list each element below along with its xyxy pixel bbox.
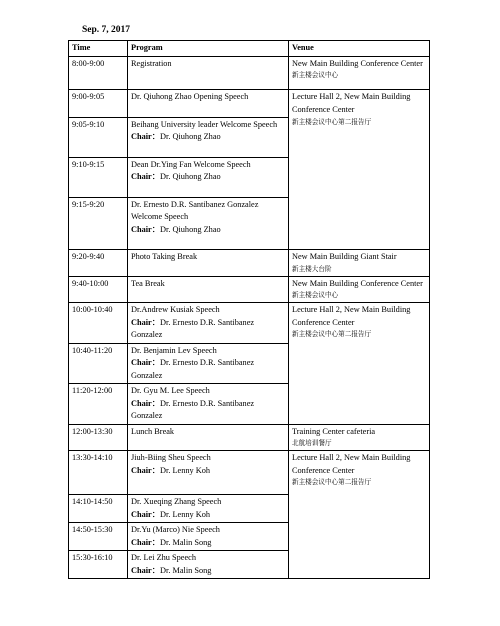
program-title: Dr. Gyu M. Lee Speech: [131, 386, 210, 395]
chair-name: Dr. Ernesto D.R. Santibanez Gonzalez: [131, 317, 255, 339]
program-cell: [128, 495, 289, 523]
program-cell: [128, 117, 289, 157]
time-cell: 14:50-15:30: [69, 523, 128, 551]
chair-label: Chair：: [131, 509, 161, 519]
venue-cell: [289, 90, 430, 118]
venue-name: New Main Building Conference Center: [292, 278, 423, 288]
table-header-row: [69, 41, 430, 57]
program-cell: [128, 523, 289, 551]
venue-name: Lecture Hall 2, New Main Building Conference Center: [292, 305, 411, 327]
time-cell: 8:00-9:00: [69, 56, 128, 90]
chair-name: Dr. Ernesto D.R. Santibanez Gonzalez: [131, 398, 255, 420]
time-cell: 9:40-10:00: [69, 276, 128, 303]
header-venue: Venue: [289, 41, 430, 57]
chair-name: Dr. Malin Song: [160, 537, 212, 547]
table-row: [69, 303, 430, 344]
venue-cell-continued: [289, 523, 430, 551]
table-row: [69, 384, 430, 425]
program-cell: [128, 384, 289, 425]
program-title: Dean Dr.Ying Fan Welcome Speech: [131, 159, 251, 169]
program-title: Dr. Xueqing Zhang Speech: [131, 497, 222, 506]
chair-name: Dr. Qiuhong Zhao: [160, 224, 221, 234]
chair-label: Chair：: [131, 317, 161, 327]
chair-label: Chair：: [131, 358, 161, 367]
venue-cell-continued: [289, 495, 430, 523]
program-title: Beihang University leader Welcome Speech: [131, 119, 278, 129]
program-cell: [128, 303, 289, 344]
table-row: [69, 56, 430, 90]
program-title: Dr.Andrew Kusiak Speech: [131, 305, 220, 314]
venue-name: Lecture Hall 2, New Main Building Conference Center: [292, 453, 411, 475]
time-cell: 9:15-9:20: [69, 197, 128, 250]
schedule-date: Sep. 7, 2017: [82, 25, 131, 35]
program-cell: [128, 551, 289, 579]
chair-label: Chair：: [131, 465, 161, 475]
program-title: Dr.Yu (Marco) Nie Speech: [131, 525, 220, 534]
time-cell: 9:10-9:15: [69, 157, 128, 197]
venue-cell: [289, 424, 430, 451]
time-cell: 9:05-9:10: [69, 117, 128, 157]
table-row: [69, 250, 430, 277]
time-cell: 9:00-9:05: [69, 90, 128, 118]
time-cell: 10:40-11:20: [69, 343, 128, 384]
table-row: [69, 117, 430, 157]
time-cell: 9:20-9:40: [69, 250, 128, 277]
time-cell: 13:30-14:10: [69, 451, 128, 495]
table-row: [69, 551, 430, 579]
venue-cell: [289, 303, 430, 344]
table-row: [69, 424, 430, 451]
program-cell: Tea Break: [128, 276, 289, 303]
venue-cell: [289, 56, 430, 90]
table-row: [69, 343, 430, 384]
header-program: Program: [128, 41, 289, 57]
time-cell: 15:30-16:10: [69, 551, 128, 579]
venue-cell: [289, 451, 430, 495]
venue-name-chinese: 新主楼会议中心第二报告厅: [292, 330, 372, 338]
venue-name-chinese: 新主楼会议中心: [292, 71, 339, 79]
venue-cell: [289, 250, 430, 277]
venue-name: Training Center cafeteria: [292, 426, 376, 436]
program-title: Dr. Ernesto D.R. Santibanez Gonzalez Welcome Speech: [131, 199, 259, 221]
program-cell: Dr. Qiuhong Zhao Opening Speech: [128, 90, 289, 118]
time-cell: 14:10-14:50: [69, 495, 128, 523]
venue-cell-continued: [289, 384, 430, 425]
chair-name: Dr. Qiuhong Zhao: [160, 132, 221, 141]
program-cell: [128, 197, 289, 250]
chair-name: Dr. Lenny Koh: [160, 509, 211, 519]
program-cell: [128, 343, 289, 384]
table-row: [69, 523, 430, 551]
venue-name: New Main Building Conference Center: [292, 58, 423, 68]
venue-cell-continued: [289, 117, 430, 157]
venue-name-chinese: 新主楼会议中心第二报告厅: [292, 478, 372, 486]
program-title: Dr. Benjamin Lev Speech: [131, 345, 217, 355]
table-row: [69, 495, 430, 523]
table-row: [69, 157, 430, 197]
chair-name: Dr. Ernesto D.R. Santibanez Gonzalez: [131, 358, 255, 380]
time-cell: 11:20-12:00: [69, 384, 128, 425]
chair-label: Chair：: [131, 132, 161, 141]
venue-name-chinese: 新主楼会议中心: [292, 291, 339, 299]
header-time: Time: [69, 41, 128, 57]
program-title: Dr. Lei Zhu Speech: [131, 553, 196, 562]
program-title: Registration: [131, 58, 172, 68]
time-cell: 10:00-10:40: [69, 303, 128, 344]
venue-name: Lecture Hall 2, New Main Building Conference Center: [292, 92, 411, 114]
chair-name: Dr. Malin Song: [160, 565, 212, 575]
program-cell: Lunch Break: [128, 424, 289, 451]
chair-label: Chair：: [131, 565, 161, 575]
chair-label: Chair：: [131, 224, 161, 234]
venue-name-chinese: 新主楼会议中心第二报告厅: [292, 118, 372, 126]
schedule-table: [68, 40, 430, 579]
venue-cell-continued: [289, 197, 430, 250]
table-row: [69, 197, 430, 250]
chair-name: Dr. Lenny Koh: [160, 465, 211, 475]
table-row: [69, 451, 430, 495]
program-cell: [128, 157, 289, 197]
venue-cell-continued: [289, 551, 430, 579]
time-cell: 12:00-13:30: [69, 424, 128, 451]
venue-name-chinese: 新主楼大台阶: [292, 264, 332, 273]
venue-cell-continued: [289, 157, 430, 197]
chair-label: Chair：: [131, 172, 161, 181]
venue-name-chinese: 北航培训餐厅: [292, 439, 332, 447]
program-title: Jiuh-Biing Sheu Speech: [131, 453, 211, 462]
chair-name: Dr. Qiuhong Zhao: [160, 172, 221, 181]
table-row: [69, 276, 430, 303]
chair-label: Chair：: [131, 398, 161, 408]
venue-cell-continued: [289, 343, 430, 384]
program-cell: [128, 451, 289, 495]
venue-name: New Main Building Giant Stair: [292, 252, 397, 261]
chair-label: Chair：: [131, 537, 161, 547]
program-cell: [128, 56, 289, 90]
program-cell: Photo Taking Break: [128, 250, 289, 277]
venue-cell: [289, 276, 430, 303]
table-row: [69, 90, 430, 118]
